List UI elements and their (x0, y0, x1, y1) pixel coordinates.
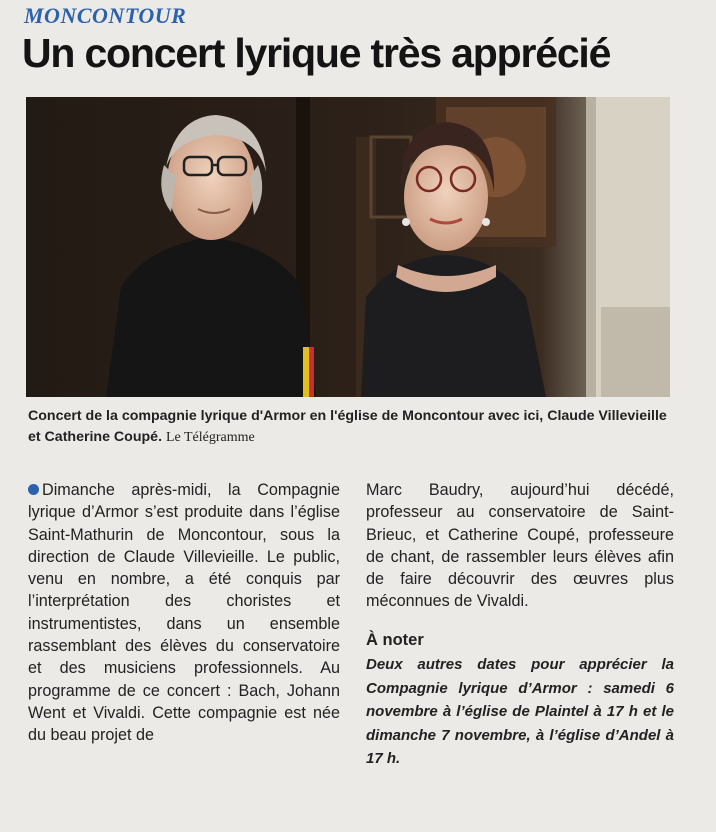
bullet-dot-icon (28, 484, 39, 495)
note-heading: À noter (366, 630, 424, 649)
article-photo (26, 97, 670, 397)
caption-text: Concert de la compagnie lyrique d'Armor en l'église de Moncontour avec ici, Claude Villevieille et Catherine Coupé. (28, 408, 667, 445)
photo-credit: Le Télégramme (165, 430, 255, 445)
section-kicker: MONCONTOUR (24, 3, 187, 28)
photo-caption (28, 406, 678, 448)
headline: Un concert lyrique très apprécié (22, 30, 611, 76)
body-text-left: Dimanche après-midi, la Compagnie lyrique d’Armor s’est produite dans l’église Saint-Mathurin de Moncontour, sous la direction de Claude Villevieille. Le public, venu en nombre, a été conquis par l’interprétation des choristes et instrumentistes, dans un ensemble rassemblant des élèves du conservatoire et des musiciens professionnels. Au programme de ce concert : Bach, Johann Went et Vivaldi. Cette compagnie est née du beau projet de (28, 481, 340, 745)
body-text-right: Marc Baudry, aujourd’hui décédé, professeur au conservatoire de Saint-Brieuc, et Catherine Coupé, professeure de chant, de rassembler leurs élèves afin de faire découvrir des œuvres plus méconnues de Vivaldi. (366, 481, 674, 611)
article-column-right (366, 479, 674, 771)
article-column-left (28, 479, 340, 747)
note-text: Deux autres dates pour apprécier la Compagnie lyrique d’Armor : samedi 6 novembre à l’église de Plaintel à 17 h et le dimanche 7 novembre, à l’église d’Andel à 17 h. (366, 656, 674, 768)
